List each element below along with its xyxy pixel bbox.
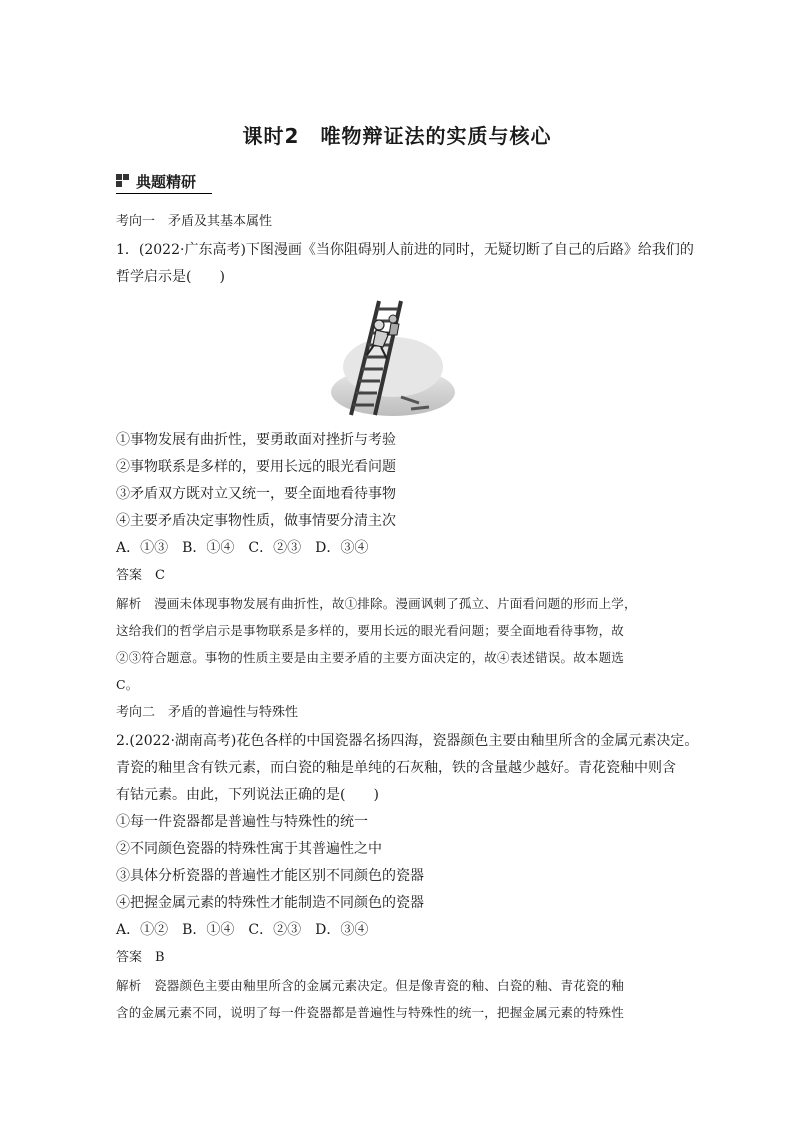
q1-explanation-line: C。 <box>116 677 139 692</box>
q2-explanation-line: 解析 瓷器颜色主要由釉里所含的金属元素决定。但是像青瓷的釉、白瓷的釉、青花瓷的釉 <box>116 978 625 993</box>
section-marker-square <box>116 181 122 187</box>
q2-option: ③具体分析瓷器的普遍性才能区别不同颜色的瓷器 <box>116 868 424 884</box>
q2-heading: 考向二 矛盾的普遍性与特殊性 <box>116 705 299 720</box>
q2-option: ④把握金属元素的特殊性才能制造不同颜色的瓷器 <box>116 895 424 911</box>
q1-option: ①事物发展有曲折性，要勇敢面对挫折与考验 <box>116 432 396 448</box>
q1-answer: 答案 C <box>116 568 165 583</box>
q2-explanation-line: 含的金属元素不同，说明了每一件瓷器都是普遍性与特殊性的统一，把握金属元素的特殊性 <box>116 1005 625 1020</box>
q2-option: ①每一件瓷器都是普遍性与特殊性的统一 <box>116 814 368 830</box>
q1-stem-line: 1．(2022·广东高考)下图漫画《当你阻碍别人前进的同时，无疑切断了自己的后路》给我们的 <box>116 242 694 258</box>
cartoon-ladder-image <box>331 297 462 419</box>
q1-stem-line: 哲学启示是( ) <box>116 269 225 285</box>
section-divider <box>116 193 212 194</box>
q2-option: ②不同颜色瓷器的特殊性寓于其普遍性之中 <box>116 841 382 857</box>
section-header-label: 典题精研 <box>136 173 197 191</box>
q2-answer: 答案 B <box>116 950 165 965</box>
q1-option: ②事物联系是多样的，要用长远的眼光看问题 <box>116 459 396 475</box>
section-header <box>116 170 212 194</box>
q1-explanation-line: ②③符合题意。事物的性质主要是由主要矛盾的主要方面决定的，故④表述错误。故本题选 <box>116 650 625 665</box>
page-title: 课时2 唯物辩证法的实质与核心 <box>242 124 552 148</box>
q2-stem-line: 2.(2022·湖南高考)花色各样的中国瓷器名扬四海，瓷器颜色主要由釉里所含的金属元素决定。 <box>116 733 699 749</box>
q1-option: ④主要矛盾决定事物性质，做事情要分清主次 <box>116 513 396 529</box>
q1-option: ③矛盾双方既对立又统一，要全面地看待事物 <box>116 486 396 502</box>
section-marker-icon <box>116 174 122 180</box>
q1-heading: 考向一 矛盾及其基本属性 <box>116 214 273 229</box>
q2-choices: A．①② B．①④ C．②③ D．③④ <box>116 922 369 938</box>
q2-stem-line: 青瓷的釉里含有铁元素，而白瓷的釉是单纯的石灰釉，铁的含量越少越好。青花瓷釉中则含 <box>116 760 676 776</box>
q1-explanation-line: 这给我们的哲学启示是事物联系是多样的，要用长远的眼光看问题；要全面地看待事物，故 <box>116 623 625 638</box>
q2-stem-line: 有钴元素。由此，下列说法正确的是( ) <box>116 787 379 803</box>
q1-choices: A．①③ B．①④ C．②③ D．③④ <box>116 540 369 556</box>
section-marker-square <box>123 174 129 180</box>
q1-explanation-line: 解析 漫画未体现事物发展有曲折性，故①排除。漫画讽刺了孤立、片面看问题的形而上学， <box>116 596 637 611</box>
